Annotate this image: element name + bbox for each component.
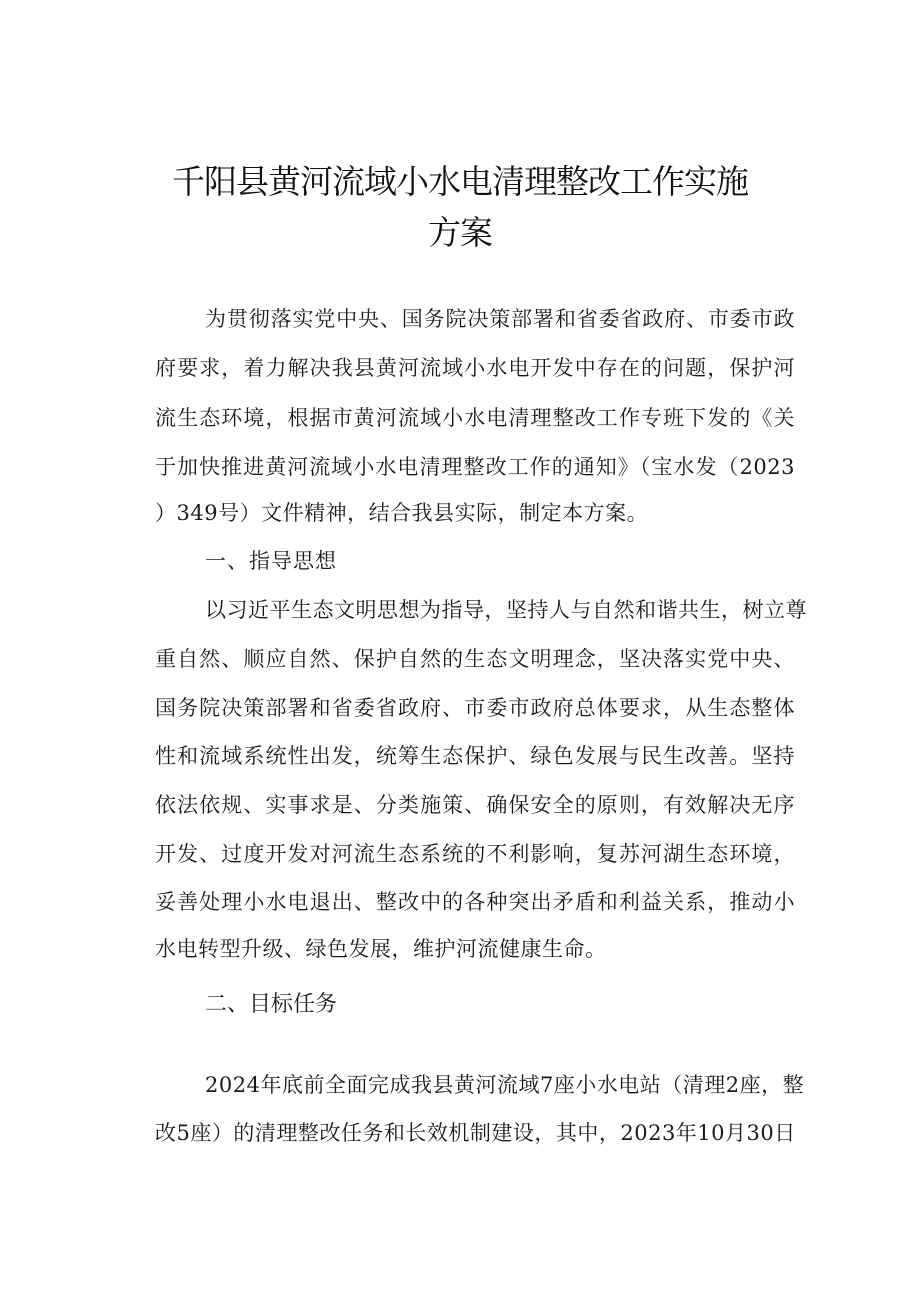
section1-line-8: 水电转型升级、绿色发展，维护河流健康生命。 <box>155 937 607 961</box>
section1-line-6: 开发、过度开发对河流生态系统的不利影响，复苏河湖生态环境， <box>155 842 795 866</box>
section2-line-2: 改5座）的清理整改任务和长效机制建设，其中，2023年10月30日 <box>155 1121 796 1145</box>
document-title-line-2: 方案 <box>428 213 492 252</box>
intro-line-3: 流生态环境，根据市黄河流域小水电清理整改工作专班下发的《关 <box>155 406 795 430</box>
intro-line-5: ）349号）文件精神，结合我县实际，制定本方案。 <box>155 501 649 525</box>
section1-line-5: 依法依规、实事求是、分类施策、确保安全的原则，有效解决无序 <box>155 793 795 817</box>
section-heading-guiding-ideology: 一、指导思想 <box>205 549 337 573</box>
section2-line-1: 2024年底前全面完成我县黄河流域7座小水电站（清理2座，整 <box>205 1073 805 1097</box>
intro-line-1: 为贯彻落实党中央、国务院决策部署和省委省政府、市委市政 <box>205 307 795 331</box>
section1-line-3: 国务院决策部署和省委省政府、市委市政府总体要求，从生态整体 <box>155 696 795 720</box>
section1-line-4: 性和流域系统性出发，统筹生态保护、绿色发展与民生改善。坚持 <box>155 744 795 768</box>
section1-line-7: 妥善处理小水电退出、整改中的各种突出矛盾和利益关系，推动小 <box>155 890 795 914</box>
intro-line-4: 于加快推进黄河流域小水电清理整改工作的通知》（宝水发（2023 <box>155 455 795 479</box>
intro-line-2: 府要求，着力解决我县黄河流域小水电开发中存在的问题，保护河 <box>155 356 795 380</box>
document-title-line-1: 千阳县黄河流域小水电清理整改工作实施 <box>172 162 748 201</box>
section1-line-2: 重自然、顺应自然、保护自然的生态文明理念，坚决落实党中央、 <box>155 647 795 671</box>
section-heading-goals-tasks: 二、目标任务 <box>205 992 338 1017</box>
section1-line-1: 以习近平生态文明思想为指导，坚持人与自然和谐共生，树立尊 <box>205 598 807 622</box>
